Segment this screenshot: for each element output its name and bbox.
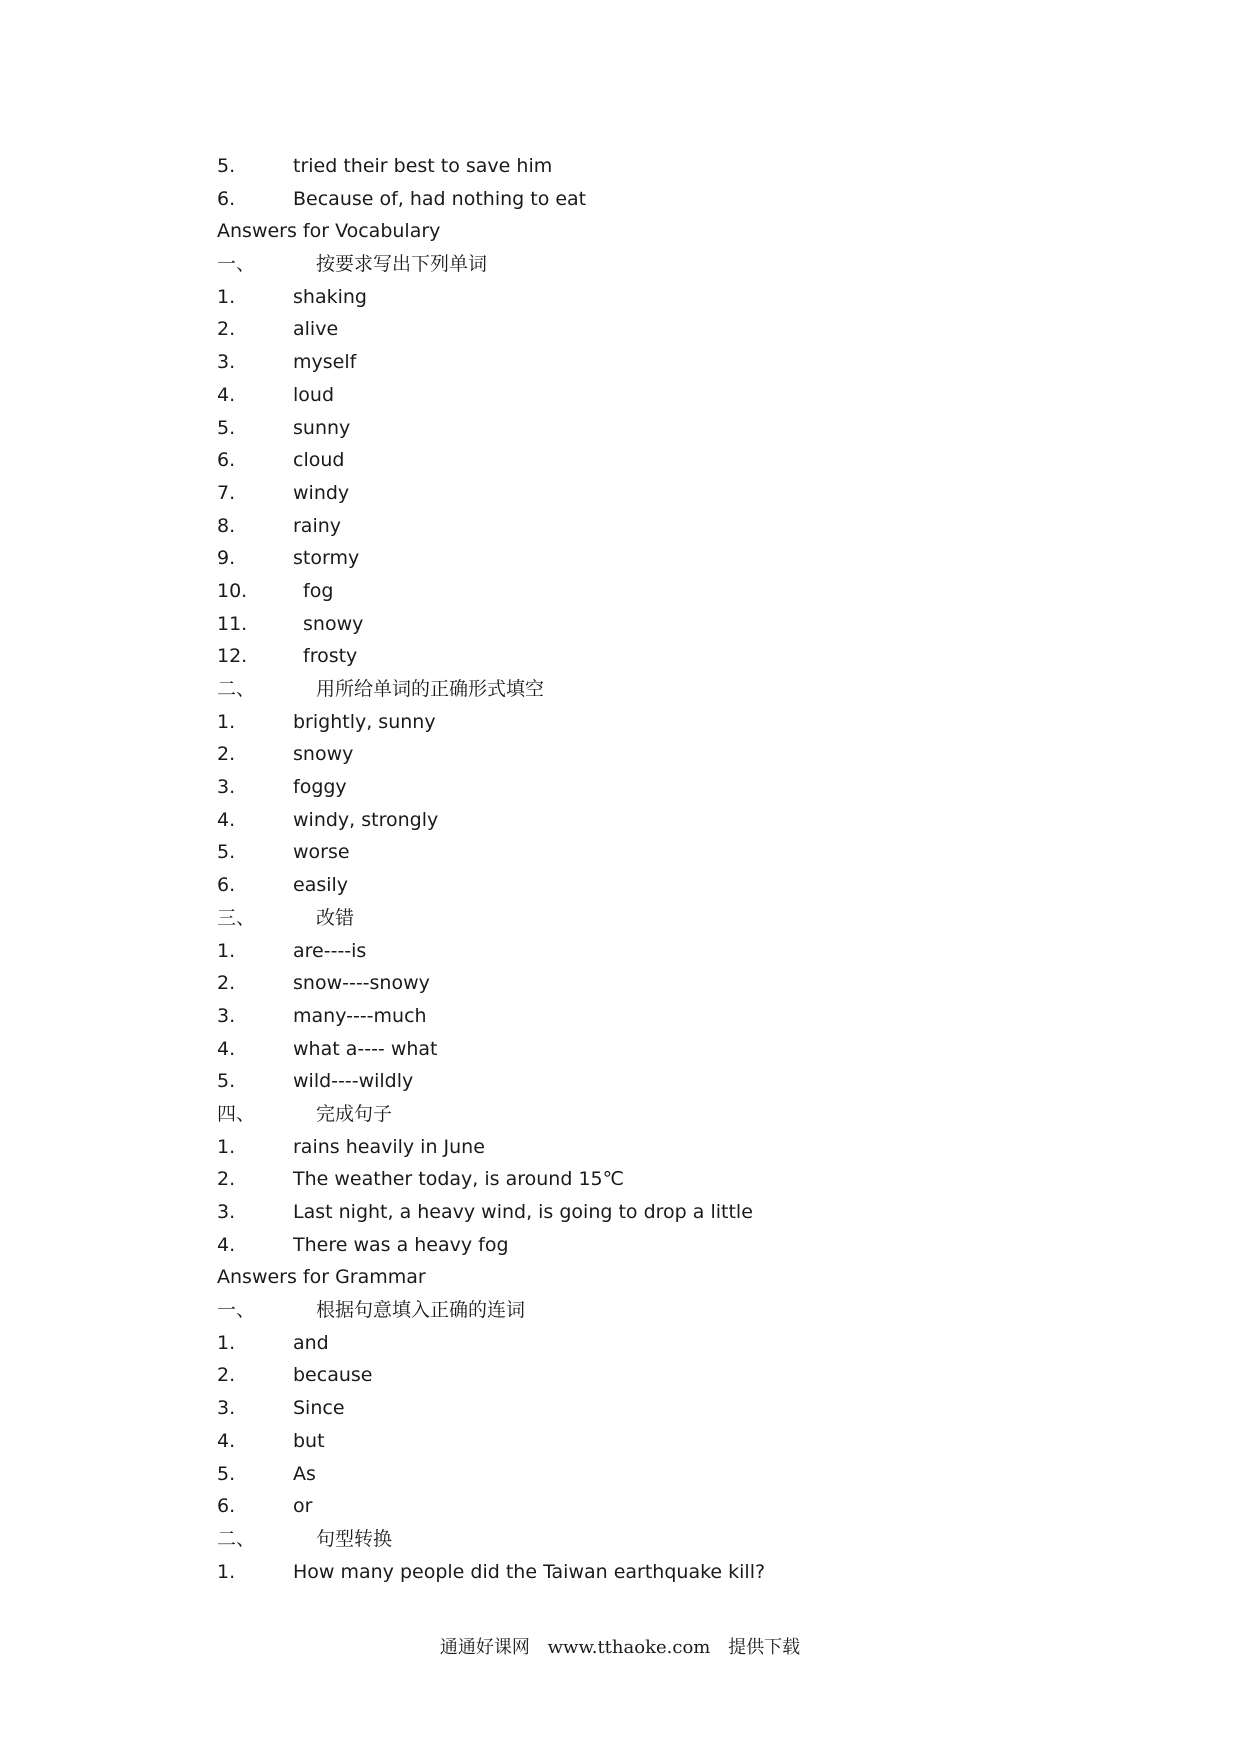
item-number: 8.	[217, 514, 236, 537]
list-item	[217, 1033, 1117, 1066]
item-text: How many people did the Taiwan earthquake kill?	[293, 1560, 766, 1583]
item-text: rains heavily in June	[293, 1135, 485, 1158]
item-number: 6.	[217, 187, 236, 210]
item-number: 6.	[217, 1495, 236, 1518]
item-number: 3.	[217, 776, 236, 799]
item-number: 3.	[217, 1397, 236, 1420]
item-text: what a---- what	[293, 1037, 438, 1060]
subsection-number: 二、	[217, 1527, 256, 1550]
item-number: 1.	[217, 1331, 236, 1354]
item-text: brightly, sunny	[293, 710, 436, 733]
list-item	[217, 346, 1117, 379]
list-item	[217, 1065, 1117, 1098]
item-number: 3.	[217, 351, 236, 374]
list-item	[217, 477, 1117, 510]
list-item	[217, 1458, 1117, 1491]
footer-tagline: 提供下载	[728, 1637, 801, 1658]
item-number: 2.	[217, 1364, 236, 1387]
list-item	[217, 804, 1117, 837]
list-item	[217, 313, 1117, 346]
list-item	[217, 542, 1117, 575]
item-number: 2.	[217, 743, 236, 766]
item-text: Since	[293, 1397, 345, 1420]
section-heading	[217, 1261, 1117, 1294]
list-item	[217, 412, 1117, 445]
list-item	[217, 935, 1117, 968]
footer-site-name: 通通好课网	[439, 1637, 530, 1658]
item-number: 4.	[217, 1037, 236, 1060]
subsection-title: 根据句意填入正确的连词	[316, 1299, 526, 1322]
item-number: 5.	[217, 1462, 236, 1485]
item-number: 3.	[217, 1004, 236, 1027]
item-text: rainy	[293, 514, 342, 537]
list-item	[217, 1229, 1117, 1262]
item-text: worse	[293, 841, 350, 864]
list-item	[217, 1196, 1117, 1229]
item-number: 2.	[217, 318, 236, 341]
list-item	[217, 281, 1117, 314]
list-item	[217, 510, 1117, 543]
subsection-heading	[217, 902, 1117, 935]
list-item	[217, 150, 1117, 183]
item-number: 1.	[217, 939, 236, 962]
list-item	[217, 1000, 1117, 1033]
list-item	[217, 1392, 1117, 1425]
item-number: 3.	[217, 1201, 236, 1223]
subsection-number: 三、	[217, 906, 256, 929]
item-text: loud	[293, 383, 335, 406]
vocab-heading: Answers for Vocabulary	[217, 220, 441, 243]
section-heading	[217, 215, 1117, 248]
item-text: wild----wildly	[293, 1070, 414, 1093]
item-text: frosty	[303, 645, 358, 668]
list-item	[217, 1327, 1117, 1360]
subsection-number: 四、	[217, 1102, 256, 1125]
item-text: Because of, had nothing to eat	[293, 187, 587, 210]
list-item	[217, 869, 1117, 902]
item-number: 5.	[217, 416, 236, 439]
subsection-title: 改错	[316, 906, 355, 929]
subsection-heading	[217, 248, 1117, 281]
list-item	[217, 575, 1117, 608]
item-number: 6.	[217, 449, 236, 472]
item-text: snowy	[293, 743, 354, 766]
item-text: As	[293, 1462, 316, 1485]
item-text: sunny	[293, 416, 351, 439]
list-item	[217, 706, 1117, 739]
list-item	[217, 1359, 1117, 1392]
item-text: but	[293, 1429, 325, 1452]
subsection-heading	[217, 1523, 1117, 1556]
item-text: stormy	[293, 547, 360, 570]
item-number: 9.	[217, 547, 236, 570]
list-item	[217, 1556, 1117, 1589]
item-text: and	[293, 1331, 329, 1354]
item-number: 5.	[217, 155, 236, 177]
list-item	[217, 379, 1117, 412]
item-text: alive	[293, 318, 339, 341]
item-number: 7.	[217, 481, 236, 504]
item-number: 1.	[217, 285, 236, 308]
list-item	[217, 967, 1117, 1000]
subsection-number: 一、	[217, 253, 256, 276]
item-text: myself	[293, 351, 357, 374]
page-footer	[0, 1633, 1240, 1659]
document-body	[217, 150, 1117, 1588]
item-number: 5.	[217, 1070, 236, 1093]
subsection-number: 二、	[217, 678, 256, 700]
list-item	[217, 836, 1117, 869]
item-number: 12.	[217, 645, 248, 668]
item-text: Last night, a heavy wind, is going to drop a little	[293, 1201, 753, 1223]
subsection-title: 按要求写出下列单词	[316, 253, 488, 276]
item-text: foggy	[293, 776, 347, 799]
grammar-heading: Answers for Grammar	[217, 1266, 426, 1289]
item-text: The weather today, is around 15℃	[293, 1168, 624, 1191]
item-text: easily	[293, 874, 349, 897]
item-number: 1.	[217, 1135, 236, 1158]
item-text: windy	[293, 481, 350, 504]
item-number: 2.	[217, 972, 236, 995]
list-item	[217, 608, 1117, 641]
subsection-number: 一、	[217, 1299, 256, 1322]
list-item	[217, 183, 1117, 216]
item-number: 5.	[217, 841, 236, 864]
subsection-heading	[217, 673, 1117, 706]
item-number: 4.	[217, 1429, 236, 1452]
item-text: tried their best to save him	[293, 155, 553, 177]
item-number: 2.	[217, 1168, 236, 1191]
item-text: many----much	[293, 1004, 427, 1027]
item-number: 11.	[217, 612, 248, 635]
item-text: are----is	[293, 939, 367, 962]
item-text: snow----snowy	[293, 972, 430, 995]
item-text: cloud	[293, 449, 345, 472]
subsection-title: 句型转换	[316, 1527, 393, 1550]
subsection-heading	[217, 1294, 1117, 1327]
item-number: 4.	[217, 808, 236, 831]
item-text: shaking	[293, 285, 367, 308]
item-text: fog	[303, 579, 334, 602]
footer-url[interactable]: www.tthaoke.com	[547, 1637, 711, 1658]
item-text: because	[293, 1364, 373, 1387]
subsection-title: 用所给单词的正确形式填空	[316, 678, 545, 700]
subsection-title: 完成句子	[316, 1102, 393, 1125]
item-number: 4.	[217, 383, 236, 406]
item-number: 4.	[217, 1233, 236, 1256]
item-text: snowy	[303, 612, 364, 635]
item-text: or	[293, 1495, 313, 1518]
item-text: windy, strongly	[293, 808, 439, 831]
list-item	[217, 771, 1117, 804]
list-item	[217, 444, 1117, 477]
list-item	[217, 1490, 1117, 1523]
subsection-heading	[217, 1098, 1117, 1131]
item-number: 1.	[217, 710, 236, 733]
item-text: There was a heavy fog	[293, 1233, 509, 1256]
list-item	[217, 1131, 1117, 1164]
list-item	[217, 1163, 1117, 1196]
item-number: 6.	[217, 874, 236, 897]
list-item	[217, 1425, 1117, 1458]
list-item	[217, 738, 1117, 771]
item-number: 1.	[217, 1560, 236, 1583]
list-item	[217, 640, 1117, 673]
item-number: 10.	[217, 579, 248, 602]
